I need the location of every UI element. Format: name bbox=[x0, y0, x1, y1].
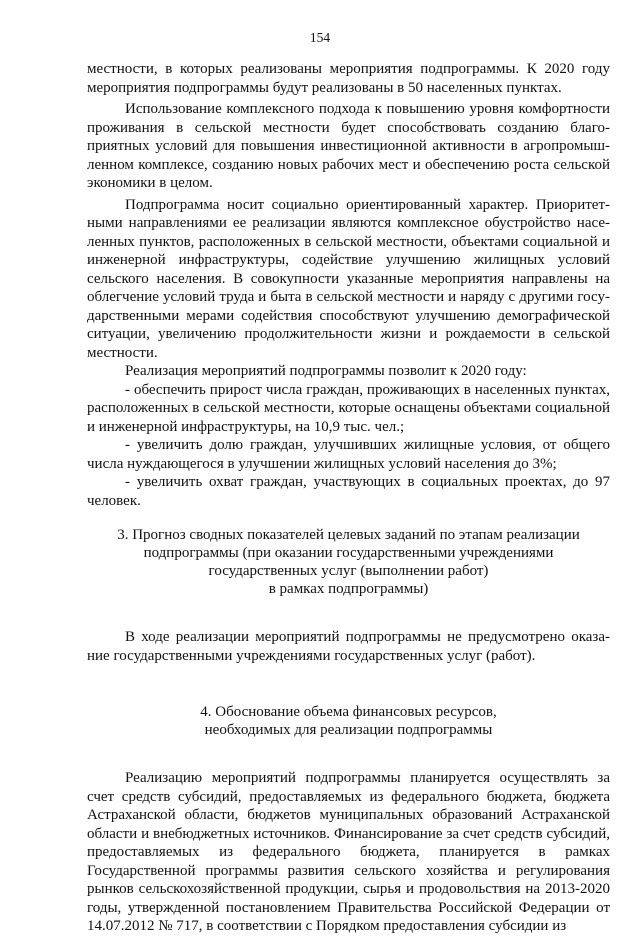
page-number: 154 bbox=[309, 30, 331, 45]
section-4-heading-line: 4. Обоснование объема финансовых ресурсов, bbox=[200, 704, 497, 720]
section-3-heading-line: государственных услуг (выполнении работ) bbox=[208, 563, 489, 579]
page-body bbox=[87, 60, 610, 936]
section-4-heading-line: необходимых для реализации подпрограммы bbox=[204, 722, 493, 738]
section-3-heading-line: в рамках подпрограммы) bbox=[268, 581, 429, 597]
list-item-housing-share: - увеличить долю граждан, улучшивших жилищные условия, от общего числа нуждающегося в улучшении жилищных условий населения до 3%; bbox=[87, 437, 610, 472]
section-4-heading bbox=[87, 703, 610, 739]
section-3-paragraph: В ходе реализации мероприятий подпрограммы не предусмотрено оказание государственными учреждениями государственных услуг (работ). bbox=[87, 629, 610, 664]
paragraph-comfort-approach: Использование комплексного подхода к повышению уровня комфортности проживания в сельской местности будет способствовать созданию благоприятных условий для повышения инвестиционной активности в агропромышленном комплексе, созданию новых рабочих мест и обеспечению роста сельской экономики в целом. bbox=[87, 101, 610, 191]
paragraph-results-intro: Реализация мероприятий подпрограммы позволит к 2020 году: bbox=[125, 363, 527, 379]
paragraph-continuation: местности, в которых реализованы мероприятия подпрограммы. К 2020 году мероприятия подпрограммы будут реализованы в 50 населенных пунктах. bbox=[87, 61, 610, 96]
section-4-paragraph: Реализацию мероприятий подпрограммы планируется осуществлять за счет средств субсидий, предоставляемых из федерального бюджета, бюджета Астраханской области, бюджетов муниципальных образований Астраханской области и внебюджетных источников. Финансирование за счет средств субсидий, предоставляемых из федерального бюджета, планируется в рамках Государственной программы развития сельского хозяйства и регулирования рынков сельскохозяйственной продукции, сырья и продовольствия на 2013-2020 годы, утвержденной постановлением Правительства Российской Федерации от 14.07.2012 № 717, в соответствии с Порядком предоставления субсидии из bbox=[87, 770, 610, 934]
section-3-heading-line: 3. Прогноз сводных показателей целевых заданий по этапам реализации bbox=[117, 527, 580, 543]
section-3-heading-line: подпрограммы (при оказании государственными учреждениями bbox=[143, 545, 554, 561]
list-item-population-growth: - обеспечить прирост числа граждан, проживающих в населенных пунктах, расположенных в сельской местности, которые оснащены объектами социальной и инженерной инфраструктуры, на 10,9 тыс. чел.; bbox=[87, 381, 610, 435]
list-item-social-projects: - увеличить охват граждан, участвующих в социальных проектах, до 97 человек. bbox=[87, 474, 610, 509]
paragraph-social-orientation: Подпрограмма носит социально ориентированный характер. Приоритетными направлениями ее реализации являются комплексное обустройство населенных пунктов, расположенных в сельской местности, объектами социальной и инженерной инфраструктуры, содействие улучшению жилищных условий сельского населения. В совокупности указанные мероприятия направлены на облегчение условий труда и быта в сельской местности и наряду с другими государственными мерами содействия способствуют улучшению демографической ситуации, увеличению продолжительности жизни и рождаемости в сельской местности. bbox=[87, 196, 610, 361]
section-3-heading bbox=[87, 526, 610, 598]
